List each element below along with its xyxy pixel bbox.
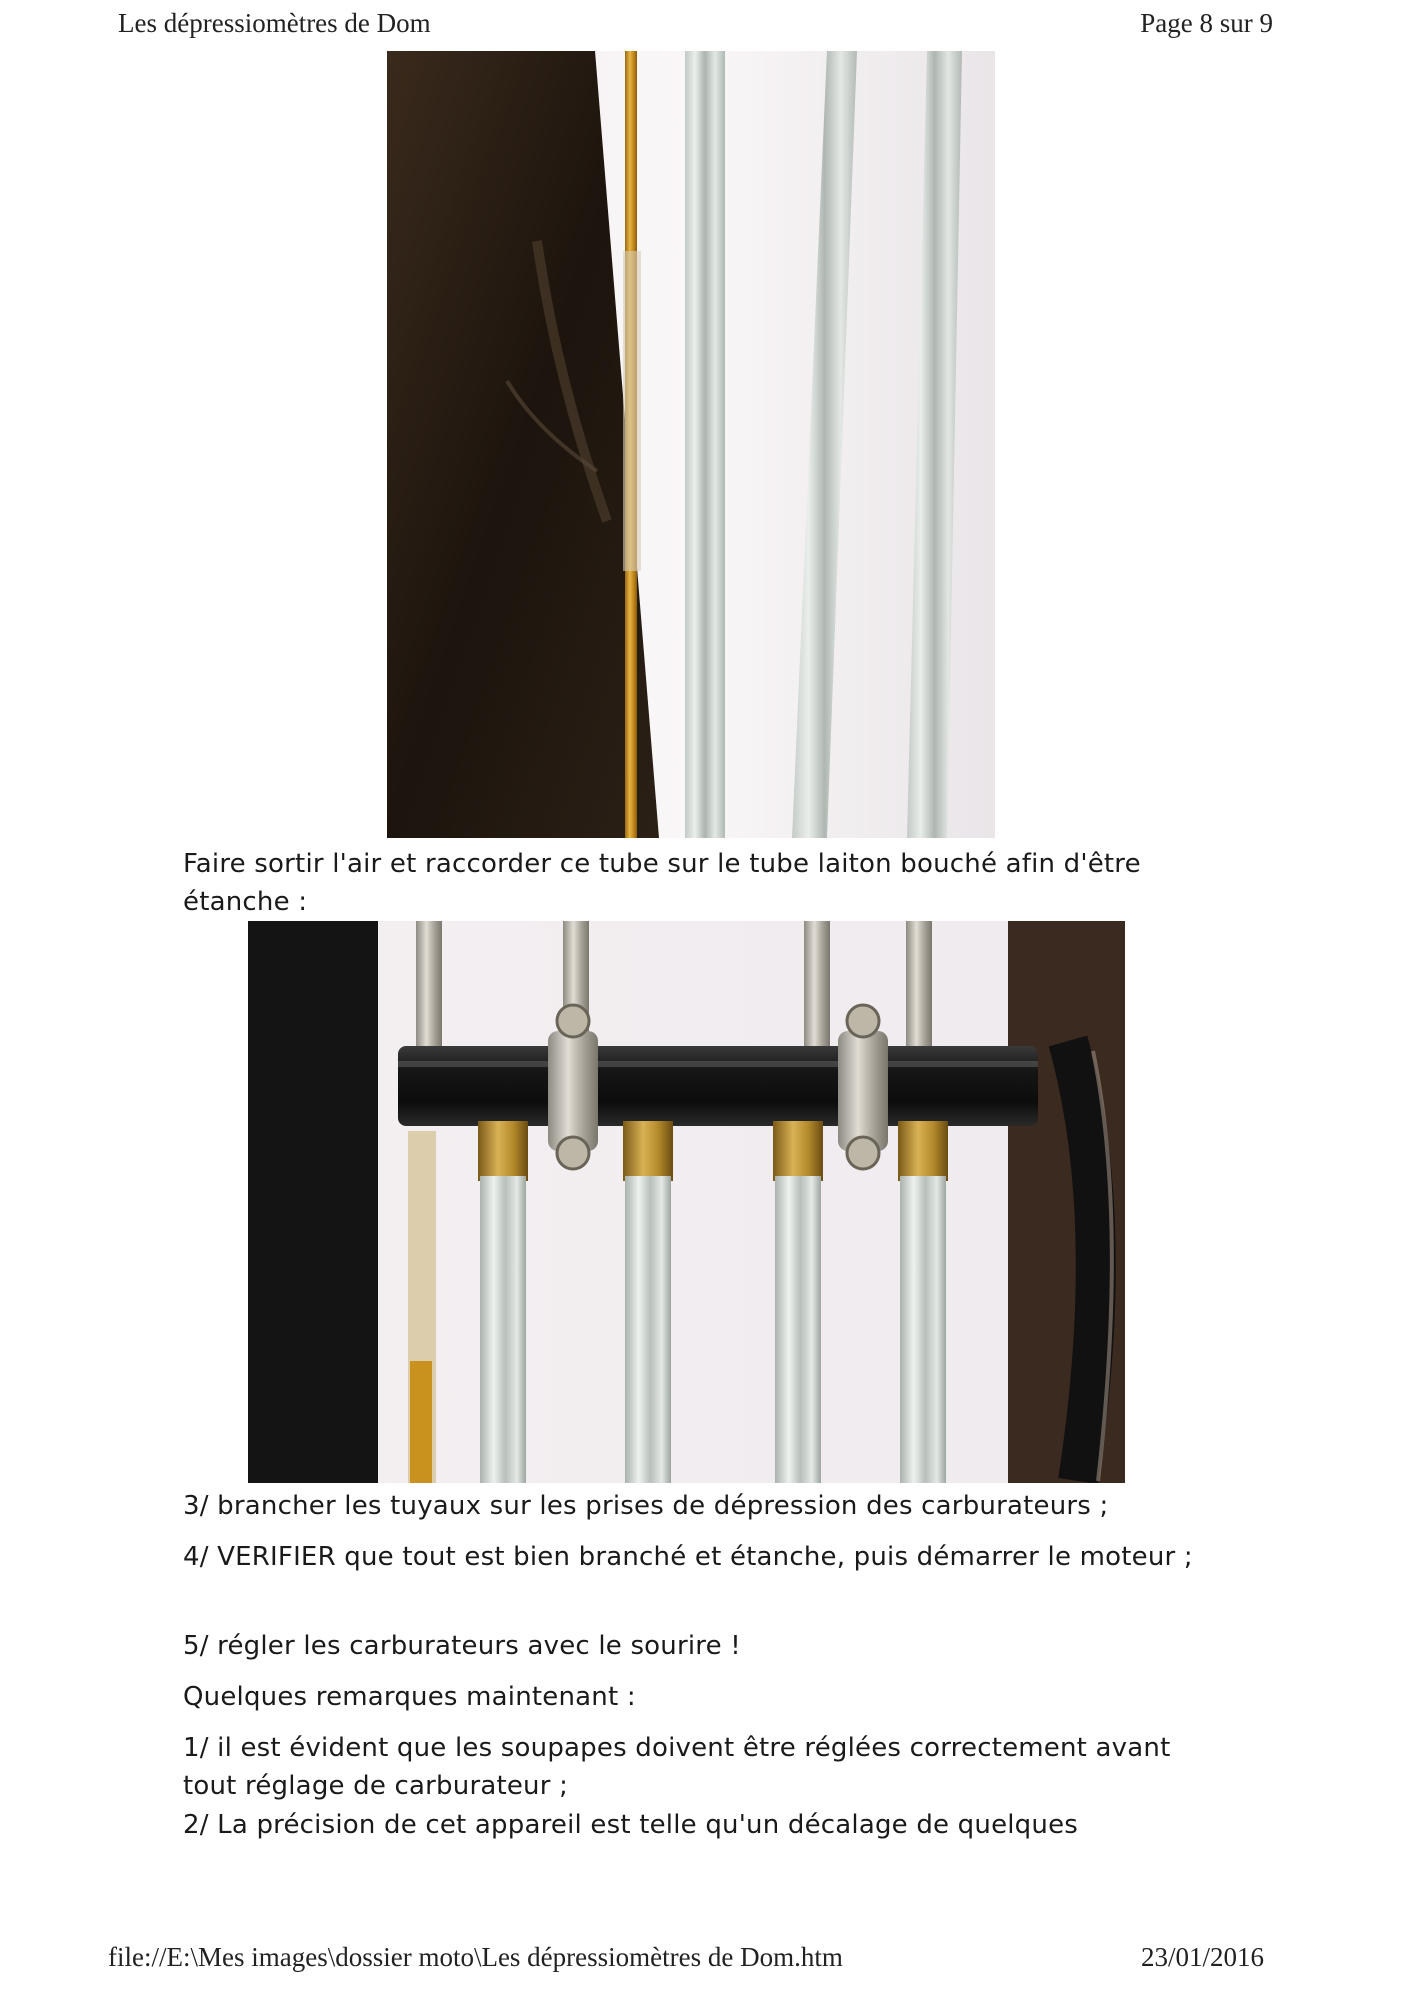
remark-1: 1/ il est évident que les soupapes doivent être réglées correctement avant tout réglage de carburateur ; <box>183 1733 1171 1801</box>
photo-tubes-image <box>387 51 995 838</box>
header-page-number: Page 8 sur 9 <box>1140 8 1273 38</box>
footer-date: 23/01/2016 <box>1140 1942 1264 1972</box>
intro-paragraph: Faire sortir l'air et raccorder ce tube sur le tube laiton bouché afin d'être étanche : <box>183 849 1141 917</box>
footer-file-path: file://E:\Mes images\dossier moto\Les dépressiomètres de Dom.htm <box>108 1942 843 1972</box>
remark-2: 2/ La précision de cet appareil est telle qu'un décalage de quelques <box>183 1810 1079 1840</box>
photo-manifold <box>248 921 1125 1483</box>
step-4: 4/ VERIFIER que tout est bien branché et étanche, puis démarrer le moteur ; <box>183 1542 1193 1572</box>
step-3: 3/ brancher les tuyaux sur les prises de dépression des carburateurs ; <box>183 1491 1109 1521</box>
photo-manifold-image <box>248 921 1125 1483</box>
step-5: 5/ régler les carburateurs avec le sourire ! <box>183 1631 741 1661</box>
photo-tubes <box>387 51 995 838</box>
remarks-title: Quelques remarques maintenant : <box>183 1682 636 1712</box>
header-title: Les dépressiomètres de Dom <box>118 8 431 38</box>
